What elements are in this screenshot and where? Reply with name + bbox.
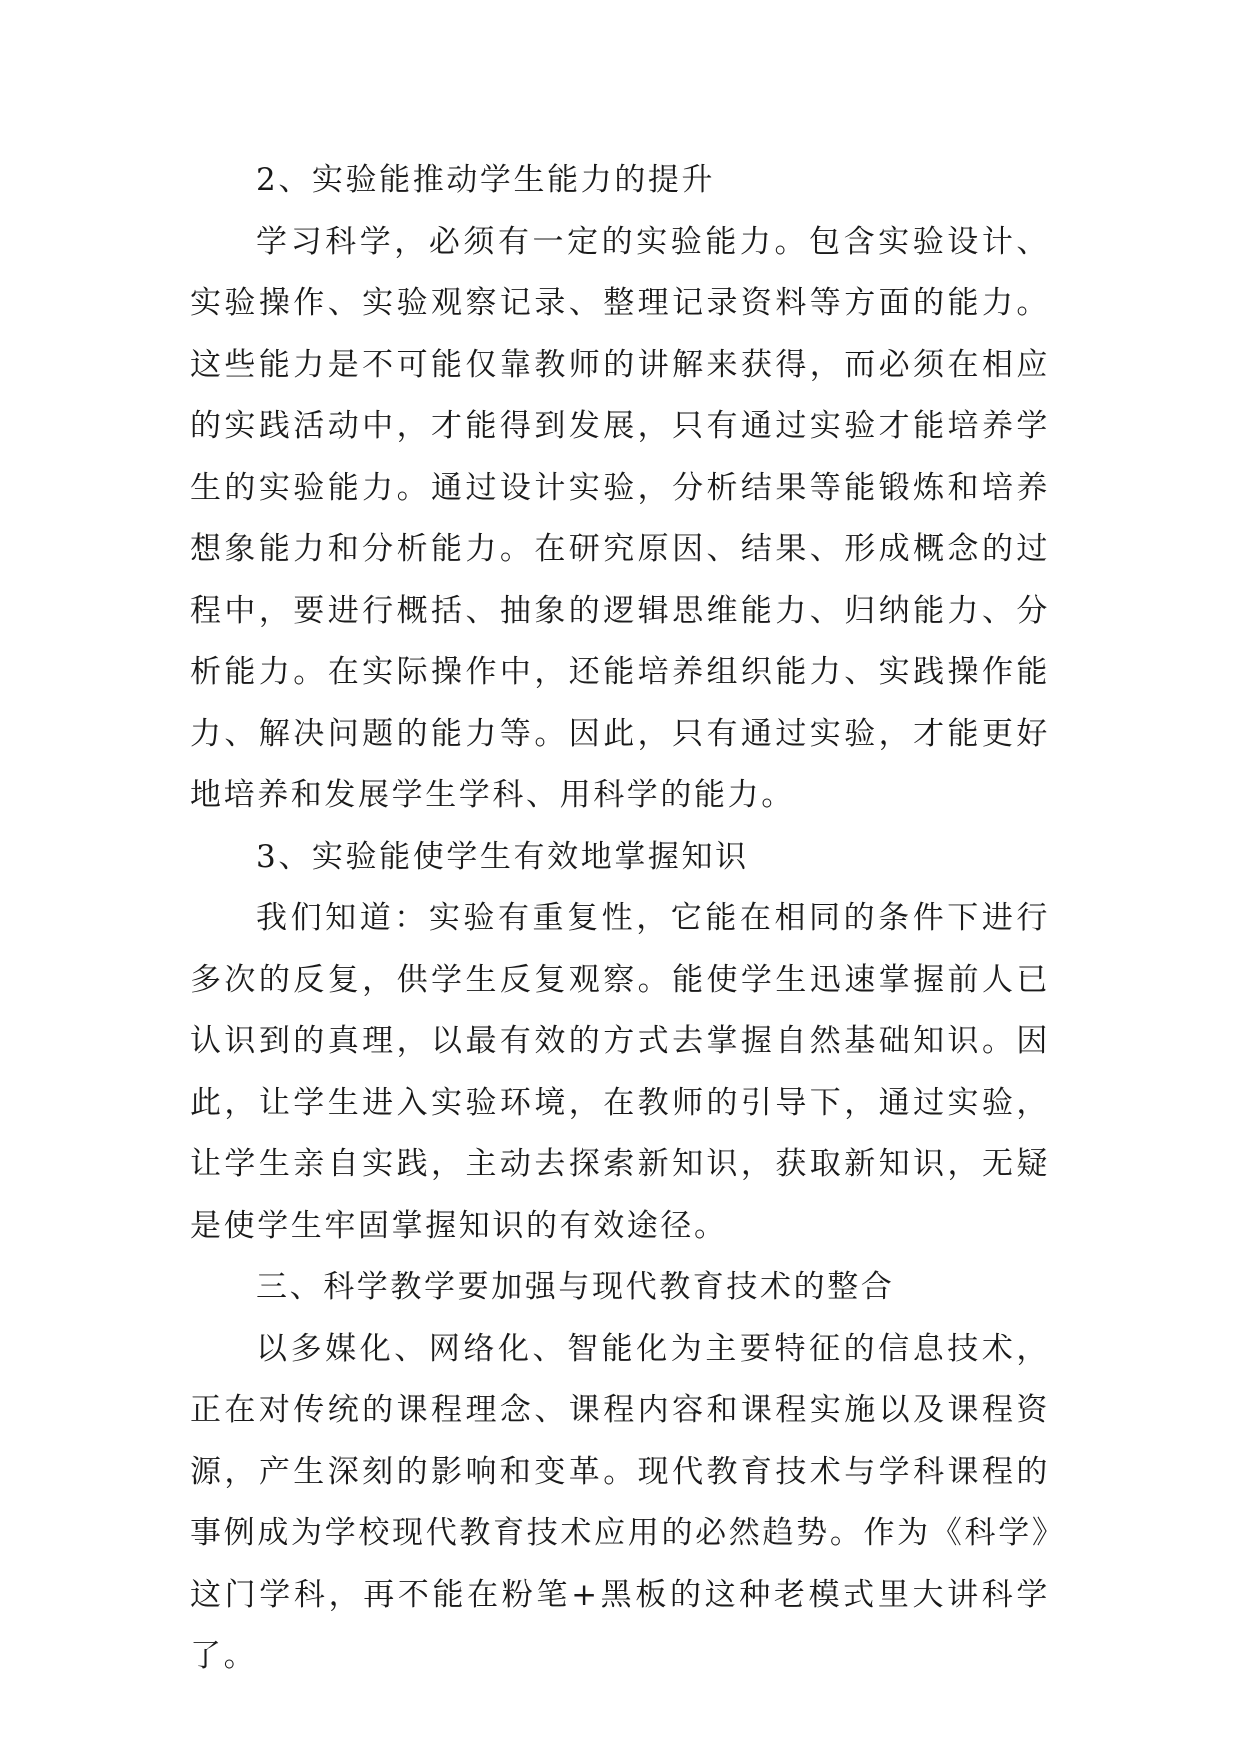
document-body (190, 150, 1050, 1688)
section-heading-experiment-ability: 2、实验能推动学生能力的提升 (256, 162, 716, 198)
paragraph-modern-technology: 以多媒化、网络化、智能化为主要特征的信息技术，正在对传统的课程理念、课程内容和课程实施以及课程资源，产生深刻的影响和变革。现代教育技术与学科课程的事例成为学校现代教育技术应用的必然趋势。作为《科学》这门学科，再不能在粉笔+黑板的这种老模式里大讲科学了。 (190, 1330, 1050, 1674)
section-heading-modern-technology: 三、科学教学要加强与现代教育技术的整合 (256, 1269, 895, 1305)
paragraph-experiment-knowledge: 我们知道：实验有重复性，它能在相同的条件下进行多次的反复，供学生反复观察。能使学生迅速掌握前人已认识到的真理，以最有效的方式去掌握自然基础知识。因此，让学生进入实验环境，在教师的引导下，通过实验，让学生亲自实践，主动去探索新知识，获取新知识，无疑是使学生牢固掌握知识的有效途径。 (190, 900, 1050, 1244)
paragraph-experiment-ability: 学习科学，必须有一定的实验能力。包含实验设计、实验操作、实验观察记录、整理记录资料等方面的能力。这些能力是不可能仅靠教师的讲解来获得，而必须在相应的实践活动中，才能得到发展，只有通过实验才能培养学生的实验能力。通过设计实验，分析结果等能锻炼和培养想象能力和分析能力。在研究原因、结果、形成概念的过程中，要进行概括、抽象的逻辑思维能力、归纳能力、分析能力。在实际操作中，还能培养组织能力、实践操作能力、解决问题的能力等。因此，只有通过实验，才能更好地培养和发展学生学科、用科学的能力。 (190, 223, 1050, 813)
section-heading-experiment-knowledge: 3、实验能使学生有效地掌握知识 (256, 838, 749, 875)
